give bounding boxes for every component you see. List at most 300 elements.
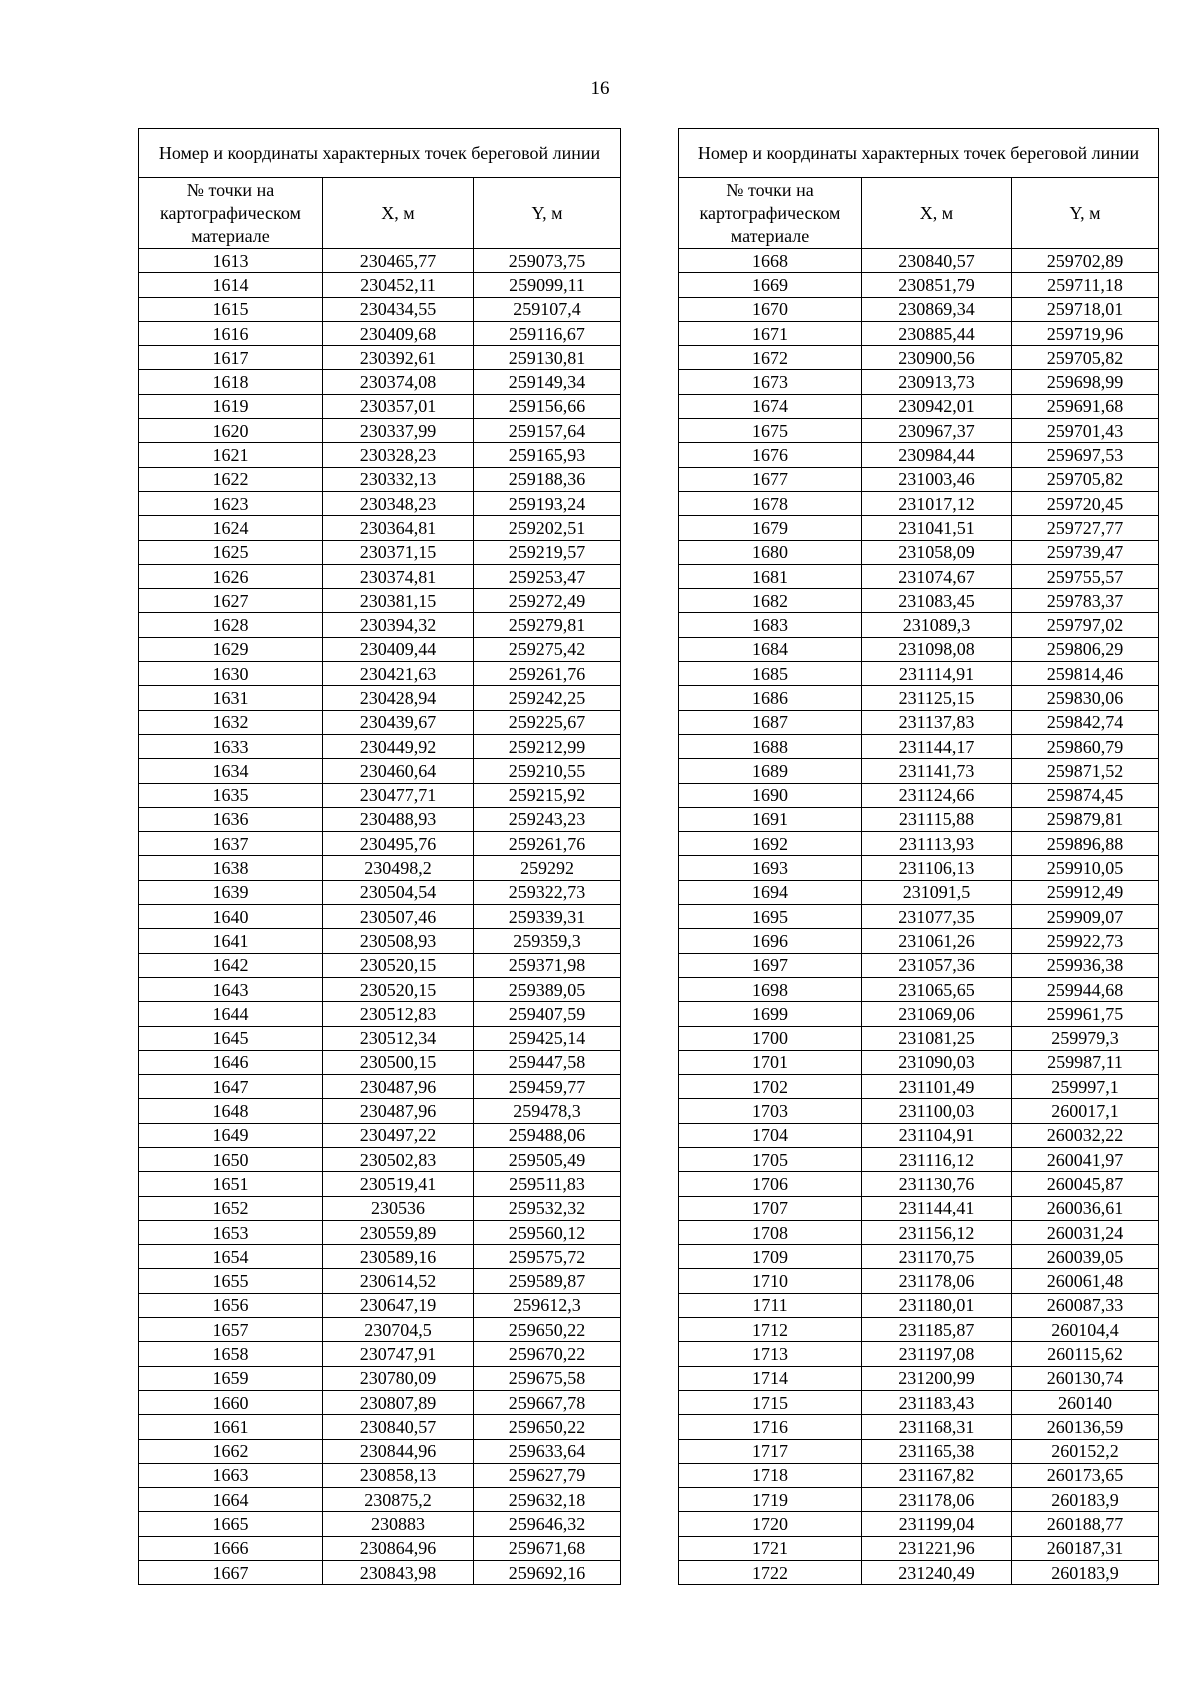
point-number-cell: 1693 [679,856,862,880]
table-row [139,1220,621,1244]
x-coordinate-cell: 230502,83 [323,1147,474,1171]
point-number-cell: 1637 [139,832,323,856]
point-number-cell: 1722 [679,1561,862,1585]
x-coordinate-cell: 231090,03 [862,1050,1012,1074]
point-number-cell: 1663 [139,1463,323,1487]
table-row [679,1196,1159,1220]
y-coordinate-cell: 259407,59 [474,1002,621,1026]
y-coordinate-cell: 260041,97 [1012,1147,1159,1171]
table-row [679,1415,1159,1439]
x-coordinate-cell: 230519,41 [323,1172,474,1196]
y-coordinate-cell: 259149,34 [474,370,621,394]
point-number-cell: 1631 [139,686,323,710]
y-coordinate-cell: 259099,11 [474,273,621,297]
table-row [679,1245,1159,1269]
point-number-cell: 1613 [139,249,323,273]
table-row [679,1075,1159,1099]
x-coordinate-cell: 231200,99 [862,1366,1012,1390]
point-number-cell: 1705 [679,1147,862,1171]
point-number-cell: 1670 [679,297,862,321]
table-row [139,807,621,831]
x-coordinate-cell: 231091,5 [862,880,1012,904]
x-coordinate-cell: 231098,08 [862,637,1012,661]
point-number-cell: 1709 [679,1245,862,1269]
x-coordinate-cell: 231144,17 [862,734,1012,758]
y-coordinate-cell: 259944,68 [1012,977,1159,1001]
x-coordinate-cell: 230374,81 [323,564,474,588]
point-number-cell: 1632 [139,710,323,734]
x-coordinate-cell: 230488,93 [323,807,474,831]
point-number-cell: 1710 [679,1269,862,1293]
x-coordinate-cell: 230512,83 [323,1002,474,1026]
table-row [679,905,1159,929]
x-coordinate-cell: 231180,01 [862,1293,1012,1317]
point-number-cell: 1721 [679,1536,862,1560]
point-number-cell: 1636 [139,807,323,831]
y-coordinate-cell: 259130,81 [474,346,621,370]
point-number-cell: 1715 [679,1390,862,1414]
x-coordinate-cell: 230357,01 [323,394,474,418]
x-coordinate-cell: 230487,96 [323,1099,474,1123]
table-caption: Номер и координаты характерных точек береговой линии [139,129,621,178]
point-number-cell: 1704 [679,1123,862,1147]
x-coordinate-cell: 230780,09 [323,1366,474,1390]
x-coordinate-cell: 230984,44 [862,443,1012,467]
y-coordinate-cell: 259322,73 [474,880,621,904]
point-number-cell: 1657 [139,1318,323,1342]
point-number-cell: 1653 [139,1220,323,1244]
y-coordinate-cell: 259830,06 [1012,686,1159,710]
point-number-cell: 1668 [679,249,862,273]
table-body-right [679,249,1159,1585]
point-number-cell: 1629 [139,637,323,661]
point-number-cell: 1702 [679,1075,862,1099]
y-coordinate-cell: 260152,2 [1012,1439,1159,1463]
y-coordinate-cell: 259447,58 [474,1050,621,1074]
table-row [139,734,621,758]
table-row [139,1536,621,1560]
y-coordinate-cell: 259671,68 [474,1536,621,1560]
table-row [679,297,1159,321]
point-number-cell: 1707 [679,1196,862,1220]
x-coordinate-cell: 230507,46 [323,905,474,929]
point-number-cell: 1701 [679,1050,862,1074]
table-row [679,710,1159,734]
table-row [679,662,1159,686]
y-coordinate-cell: 260031,24 [1012,1220,1159,1244]
point-number-cell: 1618 [139,370,323,394]
point-number-cell: 1638 [139,856,323,880]
y-coordinate-cell: 259633,64 [474,1439,621,1463]
x-coordinate-cell: 230559,89 [323,1220,474,1244]
x-coordinate-cell: 230647,19 [323,1293,474,1317]
y-coordinate-cell: 259797,02 [1012,613,1159,637]
table-row [679,1293,1159,1317]
y-coordinate-cell: 259165,93 [474,443,621,467]
table-row [679,759,1159,783]
y-coordinate-cell: 259589,87 [474,1269,621,1293]
table-row [139,394,621,418]
y-coordinate-cell: 259755,57 [1012,564,1159,588]
y-coordinate-cell: 259193,24 [474,491,621,515]
point-number-cell: 1688 [679,734,862,758]
x-coordinate-cell: 230434,55 [323,297,474,321]
x-coordinate-cell: 231100,03 [862,1099,1012,1123]
point-number-cell: 1642 [139,953,323,977]
y-coordinate-cell: 259720,45 [1012,491,1159,515]
y-coordinate-cell: 259860,79 [1012,734,1159,758]
point-number-cell: 1719 [679,1488,862,1512]
x-coordinate-cell: 230589,16 [323,1245,474,1269]
table-row [139,273,621,297]
x-coordinate-cell: 231156,12 [862,1220,1012,1244]
y-coordinate-cell: 259188,36 [474,467,621,491]
point-number-cell: 1682 [679,589,862,613]
y-coordinate-cell: 259253,47 [474,564,621,588]
y-coordinate-cell: 259425,14 [474,1026,621,1050]
point-number-cell: 1628 [139,613,323,637]
x-coordinate-cell: 230844,96 [323,1439,474,1463]
y-coordinate-cell: 259575,72 [474,1245,621,1269]
point-number-cell: 1621 [139,443,323,467]
table-caption: Номер и координаты характерных точек береговой линии [679,129,1159,178]
x-coordinate-cell: 231144,41 [862,1196,1012,1220]
y-coordinate-cell: 259389,05 [474,977,621,1001]
x-coordinate-cell: 230374,08 [323,370,474,394]
point-number-cell: 1634 [139,759,323,783]
x-coordinate-cell: 231065,65 [862,977,1012,1001]
x-coordinate-cell: 231116,12 [862,1147,1012,1171]
x-coordinate-cell: 230858,13 [323,1463,474,1487]
y-coordinate-cell: 259739,47 [1012,540,1159,564]
y-coordinate-cell: 259705,82 [1012,346,1159,370]
x-coordinate-cell: 230807,89 [323,1390,474,1414]
table-row [139,1318,621,1342]
column-header-point: № точки на картографическом материале [679,178,862,249]
point-number-cell: 1691 [679,807,862,831]
table-row [679,1366,1159,1390]
table-row [139,491,621,515]
y-coordinate-cell: 259272,49 [474,589,621,613]
y-coordinate-cell: 259107,4 [474,297,621,321]
y-coordinate-cell: 259675,58 [474,1366,621,1390]
y-coordinate-cell: 259073,75 [474,249,621,273]
point-number-cell: 1684 [679,637,862,661]
x-coordinate-cell: 230508,93 [323,929,474,953]
point-number-cell: 1695 [679,905,862,929]
x-coordinate-cell: 230869,34 [862,297,1012,321]
x-coordinate-cell: 230843,98 [323,1561,474,1585]
table-row [139,249,621,273]
x-coordinate-cell: 230520,15 [323,977,474,1001]
point-number-cell: 1656 [139,1293,323,1317]
x-coordinate-cell: 231083,45 [862,589,1012,613]
table-row [139,1099,621,1123]
x-coordinate-cell: 231017,12 [862,491,1012,515]
y-coordinate-cell: 259879,81 [1012,807,1159,831]
y-coordinate-cell: 259842,74 [1012,710,1159,734]
table-row [679,589,1159,613]
table-row [679,637,1159,661]
y-coordinate-cell: 259874,45 [1012,783,1159,807]
x-coordinate-cell: 231170,75 [862,1245,1012,1269]
table-row [139,977,621,1001]
x-coordinate-cell: 231077,35 [862,905,1012,929]
table-row [679,467,1159,491]
point-number-cell: 1662 [139,1439,323,1463]
table-row [679,370,1159,394]
table-row [139,1075,621,1099]
x-coordinate-cell: 231130,76 [862,1172,1012,1196]
table-row [139,662,621,686]
x-coordinate-cell: 230364,81 [323,516,474,540]
point-number-cell: 1645 [139,1026,323,1050]
x-coordinate-cell: 231185,87 [862,1318,1012,1342]
point-number-cell: 1713 [679,1342,862,1366]
table-row [679,1488,1159,1512]
x-coordinate-cell: 231041,51 [862,516,1012,540]
y-coordinate-cell: 259702,89 [1012,249,1159,273]
table-row [679,977,1159,1001]
table-row [679,1026,1159,1050]
x-coordinate-cell: 231101,49 [862,1075,1012,1099]
table-row [679,1147,1159,1171]
x-coordinate-cell: 231141,73 [862,759,1012,783]
table-row [679,419,1159,443]
y-coordinate-cell: 259871,52 [1012,759,1159,783]
point-number-cell: 1617 [139,346,323,370]
table-row [139,1269,621,1293]
y-coordinate-cell: 259225,67 [474,710,621,734]
point-number-cell: 1674 [679,394,862,418]
table-row [679,1561,1159,1585]
x-coordinate-cell: 230747,91 [323,1342,474,1366]
x-coordinate-cell: 230428,94 [323,686,474,710]
point-number-cell: 1619 [139,394,323,418]
point-number-cell: 1708 [679,1220,862,1244]
y-coordinate-cell: 259261,76 [474,662,621,686]
table-row [139,1390,621,1414]
table-row [139,783,621,807]
point-number-cell: 1644 [139,1002,323,1026]
y-coordinate-cell: 259718,01 [1012,297,1159,321]
y-coordinate-cell: 259896,88 [1012,832,1159,856]
y-coordinate-cell: 259936,38 [1012,953,1159,977]
x-coordinate-cell: 230495,76 [323,832,474,856]
y-coordinate-cell: 259478,3 [474,1099,621,1123]
table-row [679,734,1159,758]
y-coordinate-cell: 259667,78 [474,1390,621,1414]
point-number-cell: 1672 [679,346,862,370]
point-number-cell: 1686 [679,686,862,710]
y-coordinate-cell: 259371,98 [474,953,621,977]
point-number-cell: 1696 [679,929,862,953]
x-coordinate-cell: 230883 [323,1512,474,1536]
point-number-cell: 1669 [679,273,862,297]
column-header-point: № точки на картографическом материале [139,178,323,249]
y-coordinate-cell: 259922,73 [1012,929,1159,953]
table-row [139,1123,621,1147]
y-coordinate-cell: 260061,48 [1012,1269,1159,1293]
y-coordinate-cell: 259219,57 [474,540,621,564]
table-row [679,686,1159,710]
table-row [679,1220,1159,1244]
x-coordinate-cell: 230942,01 [862,394,1012,418]
table-row [139,443,621,467]
x-coordinate-cell: 231104,91 [862,1123,1012,1147]
table-row [679,249,1159,273]
table-row [139,1293,621,1317]
point-number-cell: 1692 [679,832,862,856]
x-coordinate-cell: 230520,15 [323,953,474,977]
table-row [139,759,621,783]
table-row [139,1488,621,1512]
y-coordinate-cell: 259814,46 [1012,662,1159,686]
table-row [139,880,621,904]
point-number-cell: 1651 [139,1172,323,1196]
y-coordinate-cell: 260017,1 [1012,1099,1159,1123]
y-coordinate-cell: 259691,68 [1012,394,1159,418]
table-row [139,832,621,856]
x-coordinate-cell: 231058,09 [862,540,1012,564]
x-coordinate-cell: 230381,15 [323,589,474,613]
table-row [139,856,621,880]
y-coordinate-cell: 260115,62 [1012,1342,1159,1366]
table-row [139,1026,621,1050]
y-coordinate-cell: 259698,99 [1012,370,1159,394]
y-coordinate-cell: 259116,67 [474,321,621,345]
table-row [139,1147,621,1171]
x-coordinate-cell: 230409,44 [323,637,474,661]
table-row [139,564,621,588]
table-row [679,832,1159,856]
point-number-cell: 1616 [139,321,323,345]
table-row [139,297,621,321]
y-coordinate-cell: 259612,3 [474,1293,621,1317]
table-row [679,1390,1159,1414]
x-coordinate-cell: 230332,13 [323,467,474,491]
column-header-x: X, м [323,178,474,249]
table-row [679,394,1159,418]
point-number-cell: 1720 [679,1512,862,1536]
table-body-left [139,249,621,1585]
table-row [139,419,621,443]
table-row [139,613,621,637]
x-coordinate-cell: 231106,13 [862,856,1012,880]
y-coordinate-cell: 259711,18 [1012,273,1159,297]
table-row [139,1561,621,1585]
table-row [139,905,621,929]
y-coordinate-cell: 260045,87 [1012,1172,1159,1196]
point-number-cell: 1697 [679,953,862,977]
point-number-cell: 1659 [139,1366,323,1390]
point-number-cell: 1660 [139,1390,323,1414]
table-row [679,783,1159,807]
point-number-cell: 1652 [139,1196,323,1220]
x-coordinate-cell: 231178,06 [862,1269,1012,1293]
point-number-cell: 1615 [139,297,323,321]
point-number-cell: 1639 [139,880,323,904]
point-number-cell: 1635 [139,783,323,807]
y-coordinate-cell: 259560,12 [474,1220,621,1244]
x-coordinate-cell: 230504,54 [323,880,474,904]
table-row [679,807,1159,831]
table-row [139,370,621,394]
x-coordinate-cell: 231183,43 [862,1390,1012,1414]
point-number-cell: 1665 [139,1512,323,1536]
table-row [139,1002,621,1026]
point-number-cell: 1680 [679,540,862,564]
x-coordinate-cell: 230460,64 [323,759,474,783]
y-coordinate-cell: 259646,32 [474,1512,621,1536]
table-row [679,1318,1159,1342]
x-coordinate-cell: 231125,15 [862,686,1012,710]
table-row [679,929,1159,953]
table-row [679,1269,1159,1293]
point-number-cell: 1624 [139,516,323,540]
table-row [679,880,1159,904]
y-coordinate-cell: 259339,31 [474,905,621,929]
point-number-cell: 1671 [679,321,862,345]
table-row [139,1172,621,1196]
x-coordinate-cell: 231113,93 [862,832,1012,856]
x-coordinate-cell: 231240,49 [862,1561,1012,1585]
y-coordinate-cell: 259719,96 [1012,321,1159,345]
point-number-cell: 1646 [139,1050,323,1074]
y-coordinate-cell: 259909,07 [1012,905,1159,929]
table-row [679,516,1159,540]
y-coordinate-cell: 259210,55 [474,759,621,783]
table-row [139,1512,621,1536]
table-row [139,321,621,345]
x-coordinate-cell: 231137,83 [862,710,1012,734]
x-coordinate-cell: 230536 [323,1196,474,1220]
x-coordinate-cell: 230875,2 [323,1488,474,1512]
x-coordinate-cell: 230392,61 [323,346,474,370]
point-number-cell: 1673 [679,370,862,394]
x-coordinate-cell: 230449,92 [323,734,474,758]
table-row [139,516,621,540]
point-number-cell: 1667 [139,1561,323,1585]
y-coordinate-cell: 259156,66 [474,394,621,418]
x-coordinate-cell: 230328,23 [323,443,474,467]
point-number-cell: 1666 [139,1536,323,1560]
table-row [139,1415,621,1439]
point-number-cell: 1716 [679,1415,862,1439]
table-row [679,1342,1159,1366]
table-row [679,856,1159,880]
coordinates-table-right [678,128,1159,1585]
x-coordinate-cell: 230409,68 [323,321,474,345]
y-coordinate-cell: 259261,76 [474,832,621,856]
y-coordinate-cell: 259242,25 [474,686,621,710]
y-coordinate-cell: 259275,42 [474,637,621,661]
y-coordinate-cell: 259505,49 [474,1147,621,1171]
x-coordinate-cell: 230371,15 [323,540,474,564]
table-row [679,1050,1159,1074]
x-coordinate-cell: 231074,67 [862,564,1012,588]
table-row [139,1463,621,1487]
y-coordinate-cell: 259279,81 [474,613,621,637]
x-coordinate-cell: 231069,06 [862,1002,1012,1026]
point-number-cell: 1712 [679,1318,862,1342]
point-number-cell: 1699 [679,1002,862,1026]
x-coordinate-cell: 230477,71 [323,783,474,807]
point-number-cell: 1706 [679,1172,862,1196]
table-row [679,346,1159,370]
y-coordinate-cell: 259987,11 [1012,1050,1159,1074]
x-coordinate-cell: 230465,77 [323,249,474,273]
